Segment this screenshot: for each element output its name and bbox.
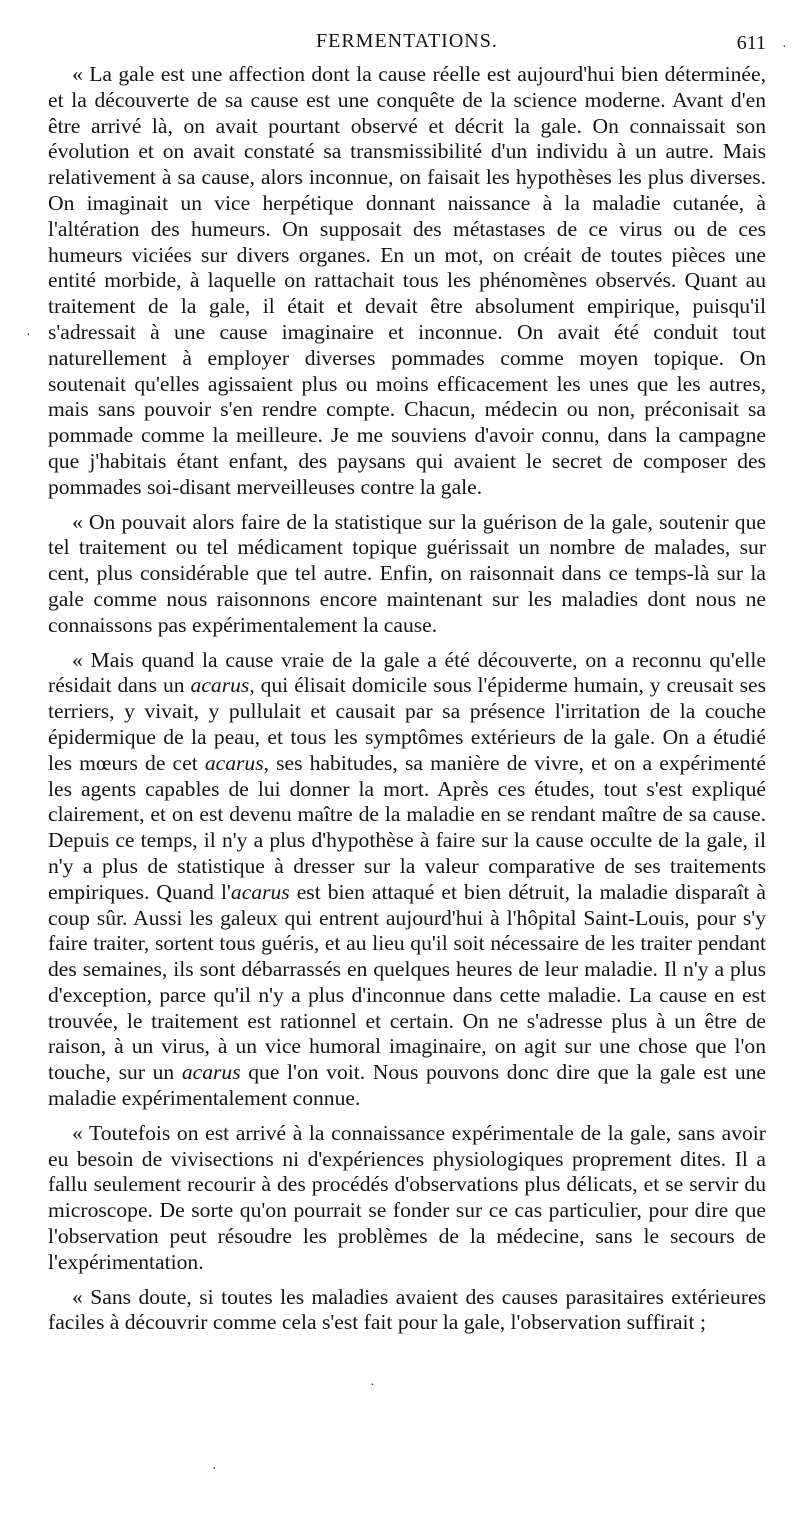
page-number: 611 [736,32,766,54]
speck-mark: · [782,40,787,55]
text-segment: que l'on voit. Nous pouvons donc dire que la gale est une maladie expérimentalement connue. [48,1060,766,1111]
text-segment: « On pouvait alors faire de la statistique sur la guérison de la gale, soutenir que tel traitement ou tel médicament topique guérissait un nombre de malades, sur cent, plus considérable que tel autre. Enfin, on raisonnait dans ce temps-là sur la gale comme nous raisonnons encore maintenant sur les maladies dont nous ne connaissons pas expérimentalement la cause. [48,509,766,637]
text-segment: est bien attaqué et bien détruit, la maladie disparaît à coup sûr. Aussi les galeux qui entrent aujourd'hui à l'hôpital Saint-Louis, pour s'y faire traiter, sortent tous guéris, et au lieu qu'il soit nécessaire de les traiter pendant des semaines, ils sont débarrassés en quelques heures de leur maladie. Il n'y a plus d'exception, parce qu'il n'y a plus d'inconnue dans cette maladie. La cause en est trouvée, le traitement est rationnel et certain. On ne s'adresse plus à un être de raison, à un virus, à un vice humoral imaginaire, on agit sur une chose que l'on touche, sur un [48,879,766,1085]
text-segment: « Mais quand la cause vraie de la gale a été découverte, on a reconnu qu'elle résidait dans un [48,647,766,698]
italic-term: acarus [204,750,264,775]
body-text [48,62,766,1345]
italic-term: acarus [190,673,250,698]
speck-mark: · [26,328,31,343]
paragraph [48,648,766,1112]
text-segment: , ses habitudes, sa manière de vivre, et on a expérimenté les agents capables de lui donner la mort. Après ces études, tout s'est expliqué clairement, et on est devenu maître de la maladie en se rendant maître de sa cause. Depuis ce temps, il n'y a plus d'hypothèse à faire sur la cause occulte de la gale, il n'y a plus de statistique à dresser sur la valeur comparative de ses traitements empiriques. Quand l' [48,750,766,904]
text-segment: « Toutefois on est arrivé à la connaissance expérimentale de la gale, sans avoir eu besoin de vivisections ni d'expériences physiologiques proprement dites. Il a fallu seulement recourir à des procédés d'observations plus délicats, et se servir du microscope. De sorte qu'on pourrait se fonder sur ce cas particulier, pour dire que l'observation peut résoudre les problèmes de la médecine, sans le secours de l'expérimentation. [48,1120,766,1274]
text-segment: , qui élisait domicile sous l'épiderme humain, y creusait ses terriers, y vivait, y pullulait et causait par sa présence l'irritation de la couche épidermique de la peau, et tous les symptômes extérieurs de la gale. On a étudié les mœurs de cet [48,673,766,775]
italic-term: acarus [181,1060,241,1085]
page-header [48,30,780,60]
paragraph [48,510,766,639]
speck-mark: · [212,1462,217,1477]
paragraph [48,1285,766,1337]
running-head: FERMENTATIONS. [316,30,498,52]
italic-term: acarus [230,879,290,904]
paragraph [48,62,766,501]
speck-mark: · [370,1378,375,1393]
paragraph [48,1121,766,1276]
text-segment: « Sans doute, si toutes les maladies avaient des causes parasitaires extérieures faciles à découvrir comme cela s'est fait pour la gale, l'observation suffirait ; [48,1284,766,1335]
text-segment: « La gale est une affection dont la cause réelle est aujourd'hui bien déterminée, et la découverte de sa cause est une conquête de la science moderne. Avant d'en être arrivé là, on avait pourtant observé et décrit la gale. On connaissait son évolution et on avait constaté sa transmissibilité d'un individu à un autre. Mais relativement à sa cause, alors inconnue, on faisait les hypothèses les plus diverses. On imaginait un vice herpétique donnant naissance à la maladie cutanée, à l'altération des humeurs. On supposait des métastases de ce virus ou de ces humeurs viciées sur divers organes. En un mot, on créait de toutes pièces une entité morbide, à laquelle on rattachait tous les phénomènes observés. Quant au traitement de la gale, il était et devait être absolument empirique, puisqu'il s'adressait à une cause imaginaire et inconnue. On avait été conduit tout naturellement à employer diverses pommades comme moyen topique. On soutenait qu'elles agissaient plus ou moins efficacement les unes que les autres, mais sans pouvoir s'en rendre compte. Chacun, médecin ou non, préconisait sa pommade comme la meilleure. Je me souviens d'avoir connu, dans la campagne que j'habitais étant enfant, des paysans qui avaient le secret de composer des pommades soi-disant merveilleuses contre la gale. [48,62,766,499]
